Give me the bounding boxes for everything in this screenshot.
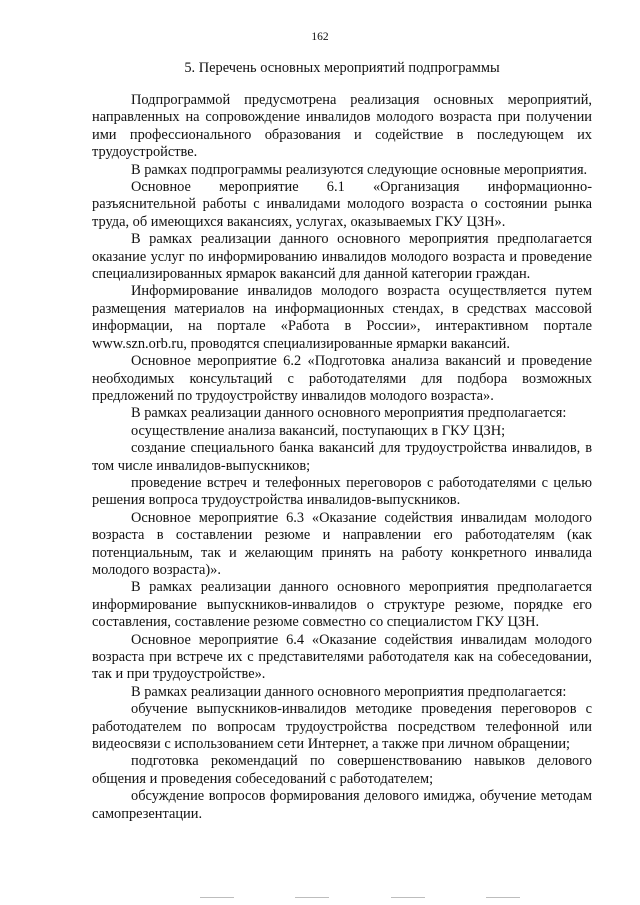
paragraph: Основное мероприятие 6.3 «Оказание содействия инвалидам молодого возраста в составлении резюме и направлении его работодателям (как потенциальным, так и желающим принять на работу конкретного инвалида молодого возраста)». bbox=[92, 509, 592, 578]
scan-mark bbox=[295, 897, 329, 898]
paragraph: Основное мероприятие 6.4 «Оказание содействия инвалидам молодого возраста при встрече их с представителями работодателя как на собеседовании, так и при трудоустройстве». bbox=[92, 631, 592, 683]
paragraph: Подпрограммой предусмотрена реализация основных мероприятий, направленных на сопровождение инвалидов молодого возраста при получении ими профессионального образования и содействие в последующем их трудоустройстве. bbox=[92, 92, 592, 161]
paragraph: Основное мероприятие 6.1 «Организация информационно-разъяснительной работы с инвалидами молодого возраста о состоянии рынка труда, об имеющихся вакансиях, услугах, оказываемых ГКУ ЦЗН». bbox=[92, 179, 592, 230]
paragraph: В рамках реализации данного основного мероприятия предполагается: bbox=[131, 683, 567, 700]
paragraph: Основное мероприятие 6.2 «Подготовка анализа вакансий и проведение необходимых консультаций с работодателями для подбора возможных предложений по трудоустройству инвалидов молодого возраста». bbox=[92, 353, 592, 404]
document-body bbox=[92, 92, 592, 823]
paragraph: Информирование инвалидов молодого возраста осуществляется путем размещения материалов на информационных стендах, в средствах массовой информации, на портале «Работа в России», интерактивном портале www.szn.orb.ru, проводятся специализированные ярмарки вакансий. bbox=[92, 283, 592, 352]
footer-scan-marks bbox=[200, 897, 520, 899]
list-item: обсуждение вопросов формирования делового имиджа, обучение методам самопрезентации. bbox=[92, 788, 592, 822]
list-item: создание специального банка вакансий для трудоустройства инвалидов, в том числе инвалидов-выпускников; bbox=[92, 440, 592, 474]
list-item: обучение выпускников-инвалидов методике проведения переговоров с работодателем по вопросам трудоустройства посредством телефонной или видеосвязи с использованием сети Интернет, а также при личном обращении; bbox=[92, 701, 592, 753]
list-item: подготовка рекомендаций по совершенствованию навыков делового общения и проведения собеседований с работодателем; bbox=[92, 753, 592, 787]
list-item: осуществление анализа вакансий, поступающих в ГКУ ЦЗН; bbox=[131, 422, 506, 439]
paragraph: В рамках подпрограммы реализуются следующие основные мероприятия. bbox=[131, 161, 588, 178]
paragraph: В рамках реализации данного основного мероприятия предполагается информирование выпускников-инвалидов о структуре резюме, порядке его составления, составление резюме совместно со специалистом ГКУ ЦЗН. bbox=[92, 579, 592, 631]
paragraph: В рамках реализации данного основного мероприятия предполагается оказание услуг по информированию инвалидов молодого возраста и проведение специализированных ярмарок вакансий для данной категории граждан. bbox=[92, 231, 592, 283]
paragraph: В рамках реализации данного основного мероприятия предполагается: bbox=[131, 405, 567, 422]
scan-mark bbox=[486, 897, 520, 898]
list-item: проведение встреч и телефонных переговоров с работодателями с целью решения вопроса трудоустройства инвалидов-выпускников. bbox=[92, 474, 592, 509]
section-title: 5. Перечень основных мероприятий подпрограммы bbox=[184, 60, 500, 76]
page-number: 162 bbox=[311, 31, 329, 43]
scan-mark bbox=[200, 897, 234, 898]
scan-mark bbox=[391, 897, 425, 898]
